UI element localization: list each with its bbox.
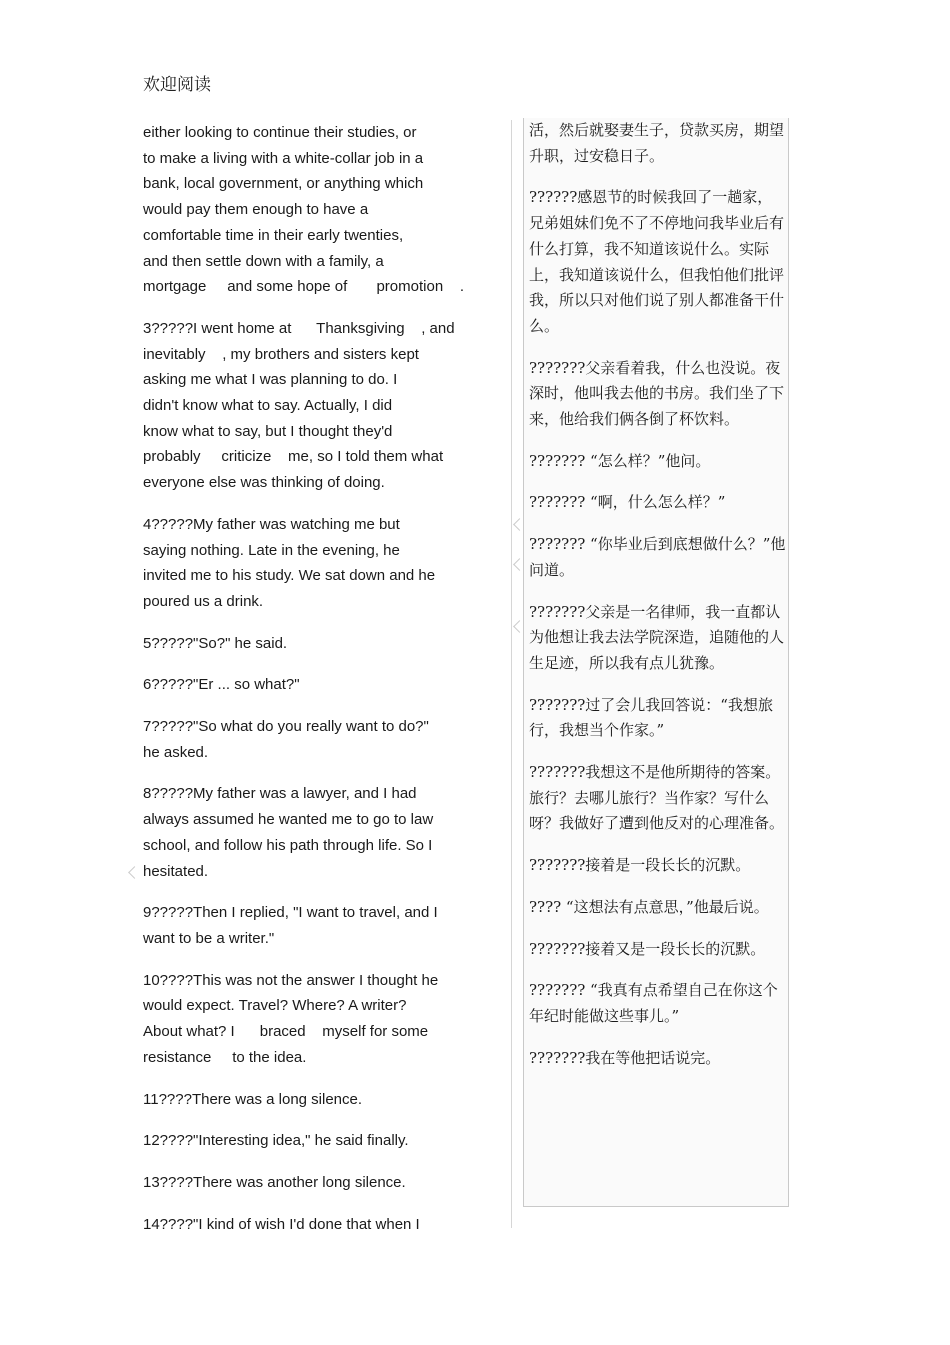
- chinese-paragraph: ???????过了会儿我回答说：“我想旅行，我想当个作家。”: [529, 695, 773, 740]
- chinese-paragraph: ???????父亲看着我，什么也没说。夜深时，他叫我去他的书房。我们坐了下来，他给我们俩各倒了杯饮料。: [529, 358, 785, 429]
- english-paragraph: 11????There was a long silence.: [143, 1090, 363, 1108]
- english-paragraph: 14????"I kind of wish I'd done that when I: [143, 1215, 420, 1233]
- column-divider: [511, 120, 512, 1228]
- chinese-paragraph: ??????? “你毕业后到底想做什么？”他问道。: [529, 535, 786, 579]
- english-paragraph: 8?????My father was a lawyer, and I had always assumed he wanted me to go to law school, and follow his path through life. So I hesitated.: [143, 785, 434, 880]
- chinese-paragraph: ???????我在等他把话说完。: [529, 1048, 721, 1067]
- english-paragraph: 6?????"Er ... so what?": [143, 676, 300, 694]
- chinese-paragraph: ???????接着又是一段长长的沉默。: [529, 939, 766, 958]
- english-paragraph: 10????This was not the answer I thought he would expect. Travel? Where? A writer? About what? I braced myself for some resistance to the idea.: [143, 971, 439, 1066]
- english-paragraph: 9?????Then I replied, "I want to travel, and I want to be a writer.": [143, 904, 438, 947]
- page-header: 欢迎阅读: [143, 75, 211, 95]
- chinese-paragraph: ???? “这想法有点意思，”他最后说。: [529, 897, 769, 916]
- chinese-paragraph: 活，然后就娶妻生子，贷款买房，期望升职，过安稳日子。: [529, 121, 785, 165]
- english-column: [143, 120, 488, 1253]
- english-paragraph: 4?????My father was watching me but saying nothing. Late in the evening, he invited me to his study. We sat down and he poured us a drink.: [143, 515, 436, 610]
- chinese-paragraph: ??????? “怎么样？”他问。: [529, 451, 711, 470]
- english-paragraph: either looking to continue their studies, or to make a living with a white-collar job in a bank, local government, or anything which would pay them enough to have a comfortable time in their early twenties, and then settle down with a family, a mortgage and some hope of promotion .: [143, 124, 465, 296]
- margin-mark: [515, 560, 523, 574]
- english-paragraph: 7?????"So what do you really want to do?" he asked.: [143, 718, 429, 761]
- chinese-paragraph: ???????接着是一段长长的沉默。: [529, 856, 751, 875]
- chinese-column: [529, 118, 787, 1087]
- chinese-paragraph: ???????父亲是一名律师，我一直都认为他想让我去法学院深造，追随他的人生足迹，所以我有点儿犹豫。: [529, 602, 785, 672]
- chinese-paragraph: ??????感恩节的时候我回了一趟家，兄弟姐妹们免不了不停地问我毕业后有什么打算，我不知道该说什么。实际上，我知道该说什么，但我怕他们批评我，所以只对他们说了别人都准备干什么。: [529, 188, 785, 335]
- margin-mark: [515, 520, 523, 534]
- english-paragraph: 12????"Interesting idea," he said finally.: [143, 1132, 409, 1150]
- margin-mark: [130, 868, 138, 882]
- chinese-paragraph: ??????? “我真有点希望自己在你这个年纪时能做这些事儿。”: [529, 981, 778, 1025]
- chinese-paragraph: ???????我想这不是他所期待的答案。旅行？去哪儿旅行？当作家？写什么呀？我做好了遭到他反对的心理准备。: [529, 763, 785, 833]
- english-paragraph: 5?????"So?" he said.: [143, 634, 288, 652]
- margin-mark: [515, 622, 523, 636]
- english-paragraph: 3?????I went home at Thanksgiving , and inevitably , my brothers and sisters kept asking me what I was planning to do. I didn't know what to say. Actually, I did know what to say, but I thought they'd probably criticize me, so I told them what everyone else was thinking of doing.: [143, 319, 455, 492]
- chinese-paragraph: ??????? “啊，什么怎么样？”: [529, 493, 726, 512]
- english-paragraph: 13????There was another long silence.: [143, 1173, 406, 1191]
